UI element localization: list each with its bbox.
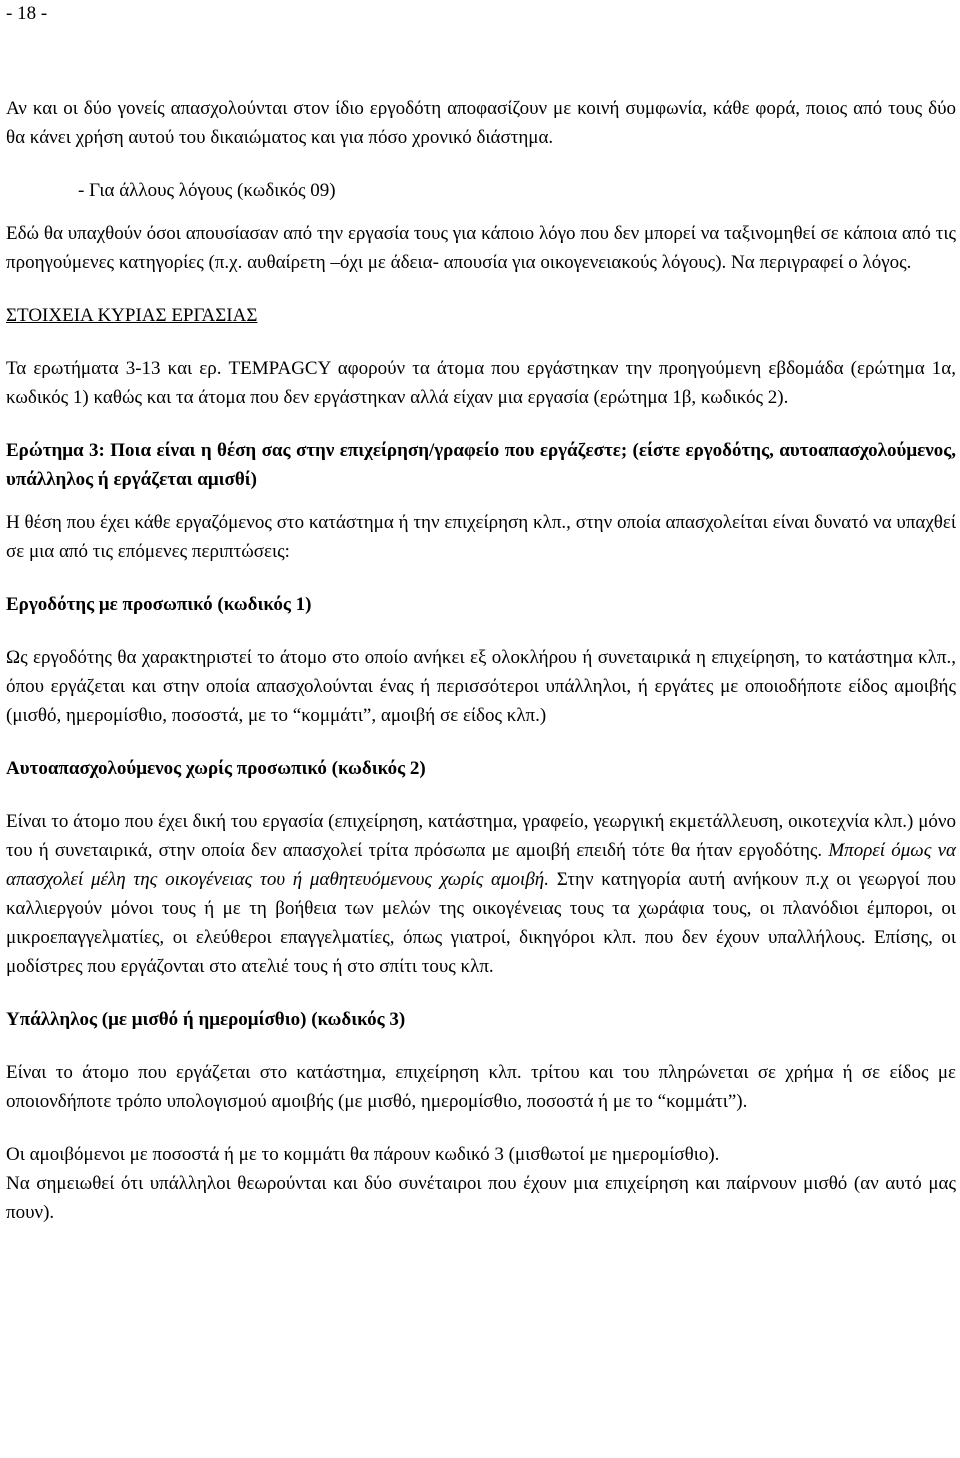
paragraph-partners-note: Να σημειωθεί ότι υπάλληλοι θεωρούνται και δύο συνέταιροι που έχουν μια επιχείρηση και παίρνουν μισθό (αν αυτό μας πουν).	[6, 1173, 956, 1223]
paragraph-position-intro: Η θέση που έχει κάθε εργαζόμενος στο κατάστημα ή την επιχείρηση κλπ., στην οποία απασχολείται είναι δυνατό να υπαχθεί σε μια από τις επόμενες περιπτώσεις:	[6, 512, 956, 562]
paragraph-self-employed	[6, 807, 956, 981]
self-employed-text-italic: Μπορεί όμως να απασχολεί μέλη της οικογένειας του ή μαθητευόμενους χωρίς αμοιβή.	[6, 840, 956, 890]
other-reasons-item: - Για άλλους λόγους (κωδικός 09)	[78, 180, 336, 201]
heading-employer: Εργοδότης με προσωπικό (κωδικός 1)	[6, 594, 312, 615]
question-3-heading: Ερώτημα 3: Ποια είναι η θέση σας στην επιχείρηση/γραφείο που εργάζεστε; (είστε εργοδότης, αυτοαπασχολούμενος, υπάλληλος ή εργάζεται αμισθί)	[6, 440, 956, 490]
paragraph-other-reasons: Εδώ θα υπαχθούν όσοι απουσίασαν από την εργασία τους για κάποιο λόγο που δεν μπορεί να ταξινομηθεί σε κάποια από τις προηγούμενες κατηγορίες (π.χ. αυθαίρετη –όχι με άδεια- απουσία για οικογενειακούς λόγους). Να περιγραφεί ο λόγος.	[6, 223, 956, 273]
paragraph-parents-agreement: Αν και οι δύο γονείς απασχολούνται στον ίδιο εργοδότη αποφασίζουν με κοινή συμφωνία, κάθε φορά, ποιος από τους δύο θα κάνει χρήση αυτού του δικαιώματος και για πόσο χρονικό διάστημα.	[6, 98, 956, 148]
paragraph-percentage-paid: Οι αμοιβόμενοι με ποσοστά ή με το κομμάτι θα πάρουν κωδικό 3 (μισθωτοί με ημερομίσθιο).	[6, 1144, 720, 1165]
self-employed-text-a: Είναι το άτομο που έχει δική του εργασία (επιχείρηση, κατάστημα, γραφείο, γεωργική εκμετάλλευση, οικοτεχνία κλπ.) μόνο του ή συνεταιρικά, στην οποία δεν απασχολεί τρίτα πρόσωπα με αμοιβή επειδή τότε θα ήταν εργοδότης.	[6, 811, 956, 861]
document-page	[6, 0, 956, 1227]
paragraph-questions-scope: Τα ερωτήματα 3-13 και ερ. TEMPAGCY αφορούν τα άτομα που εργάστηκαν την προηγούμενη εβδομάδα (ερώτημα 1α, κωδικός 1) καθώς και τα άτομα που δεν εργάστηκαν αλλά είχαν μια εργασία (ερώτημα 1β, κωδικός 2).	[6, 358, 956, 408]
heading-self-employed: Αυτοαπασχολούμενος χωρίς προσωπικό (κωδικός 2)	[6, 758, 426, 779]
paragraph-employer: Ως εργοδότης θα χαρακτηριστεί το άτομο στο οποίο ανήκει εξ ολοκλήρου ή συνεταιρικά η επιχείρηση, το κατάστημα κλπ., όπου εργάζεται και στην οποία απασχολούνται ένας ή περισσότεροι υπάλληλοι, ή εργάτες με οποιοδήποτε είδος αμοιβής (μισθό, ημερομίσθιο, ποσοστά, με το “κομμάτι”, αμοιβή σε είδος κλπ.)	[6, 647, 956, 726]
self-employed-text-c: Στην κατηγορία αυτή ανήκουν π.χ οι γεωργοί που καλλιεργούν μόνοι τους ή με τη βοήθεια των μελών της οικογένειας τους τα χωράφια τους, οι πλανόδιοι έμποροι, οι μικροεπαγγελματίες, οι ελεύθεροι επαγγελματίες, όπως γιατροί, δικηγόροι κλπ. που δεν έχουν υπαλλήλους. Επίσης, οι μοδίστρες που εργάζονται στο ατελιέ τους ή στο σπίτι τους κλπ.	[6, 869, 956, 977]
paragraph-employee: Είναι το άτομο που εργάζεται στο κατάστημα, επιχείρηση κλπ. τρίτου και του πληρώνεται σε χρήμα ή σε είδος με οποιονδήποτε τρόπο υπολογισμού αμοιβής (με μισθό, ημερομίσθιο, ποσοστά ή με το “κομμάτι”).	[6, 1062, 956, 1112]
page-number: - 18 -	[6, 3, 48, 24]
heading-employee: Υπάλληλος (με μισθό ή ημερομίσθιο) (κωδικός 3)	[6, 1009, 406, 1030]
section-heading-main-job: ΣΤΟΙΧΕΙΑ ΚΥΡΙΑΣ ΕΡΓΑΣΙΑΣ	[6, 305, 258, 326]
